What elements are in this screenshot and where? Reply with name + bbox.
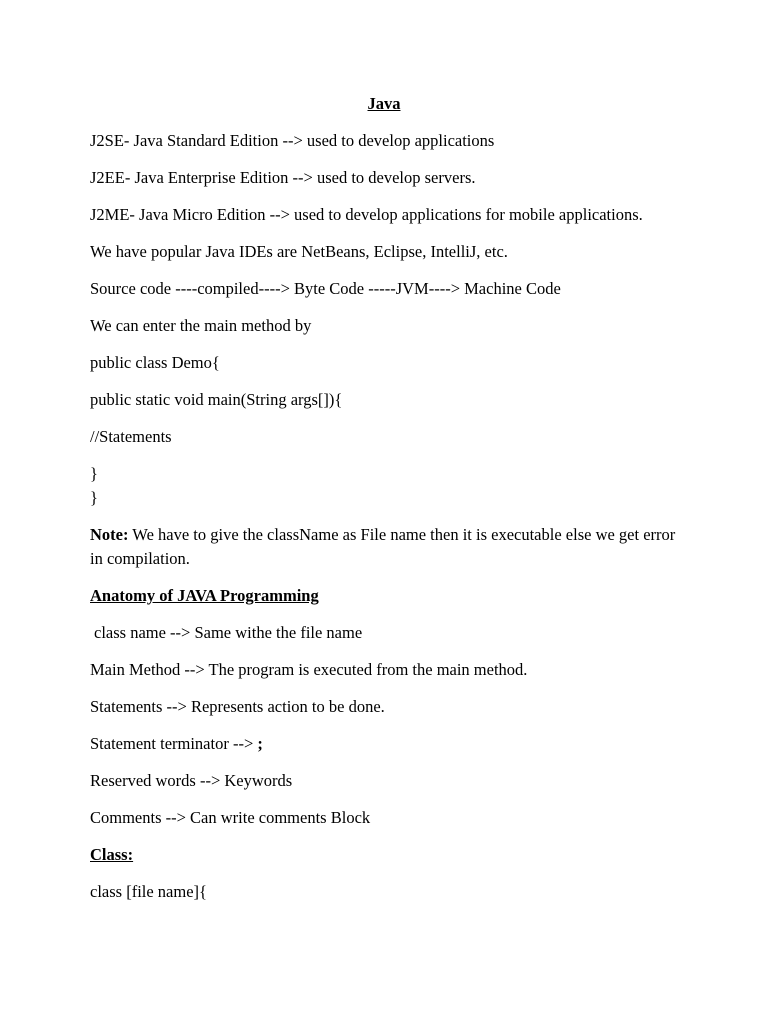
note-text: We have to give the className as File name then it is executable else we get error in compilation. (90, 525, 676, 568)
anatomy-main-method: Main Method --> The program is executed from the main method. (90, 660, 528, 679)
code-line-class: public class Demo{ (90, 353, 220, 372)
code-line-main: public static void main(String args[]){ (90, 390, 343, 409)
code-line-close-1: } (90, 464, 98, 483)
section-heading-anatomy (90, 584, 678, 608)
code-closing-braces (90, 462, 678, 510)
paragraph-j2me: J2ME- Java Micro Edition --> used to develop applications for mobile applications. (90, 205, 643, 224)
paragraph-note (90, 523, 678, 571)
class-heading: Class: (90, 845, 134, 864)
anatomy-class-name: class name --> Same withe the file name (94, 623, 363, 642)
paragraph-main-method-intro: We can enter the main method by (90, 316, 312, 335)
paragraph-ides: We have popular Java IDEs are NetBeans, Eclipse, IntelliJ, etc. (90, 242, 508, 261)
anatomy-statements: Statements --> Represents action to be done. (90, 697, 385, 716)
terminator-symbol: ; (257, 734, 263, 753)
code-line-comment: //Statements (90, 427, 172, 446)
page-title: Java (367, 94, 401, 113)
class-code-line: class [file name]{ (90, 882, 207, 901)
terminator-label: Statement terminator --> (90, 734, 258, 753)
anatomy-terminator (90, 732, 678, 756)
note-label: Note: (90, 525, 129, 544)
paragraph-compile-flow: Source code ----compiled----> Byte Code -----JVM----> Machine Code (90, 279, 561, 298)
section-heading-class (90, 843, 678, 867)
code-line-close-2: } (90, 488, 98, 507)
anatomy-comments: Comments --> Can write comments Block (90, 808, 371, 827)
paragraph-j2se: J2SE- Java Standard Edition --> used to develop applications (90, 131, 495, 150)
anatomy-heading: Anatomy of JAVA Programming (90, 586, 319, 605)
anatomy-reserved: Reserved words --> Keywords (90, 771, 293, 790)
paragraph-j2ee: J2EE- Java Enterprise Edition --> used to develop servers. (90, 168, 476, 187)
